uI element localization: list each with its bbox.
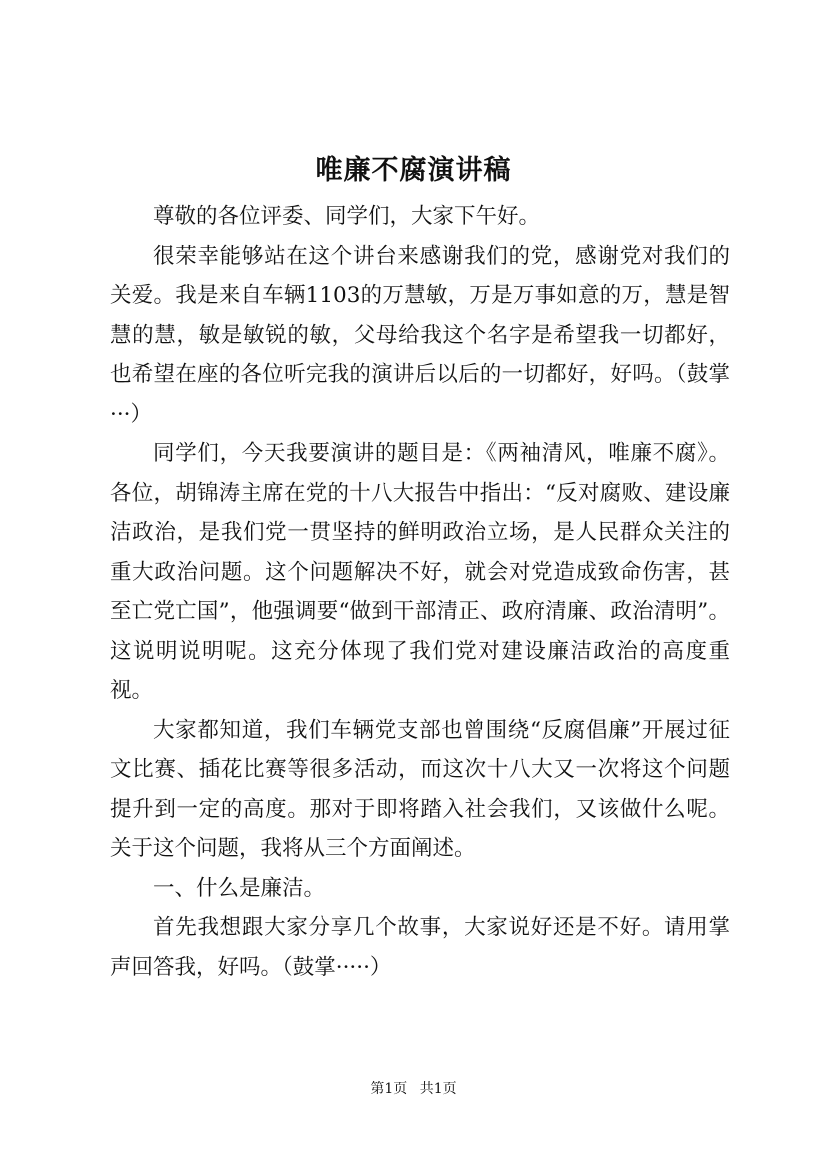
page-total: 共1页 (419, 1081, 457, 1097)
page-footer (0, 1078, 827, 1098)
section-heading-what-is-integrity: 一、什么是廉洁。 (153, 875, 326, 901)
paragraph-introduction: 很荣幸能够站在这个讲台来感谢我们的党，感谢党对我们的关爱。我是来自车辆1103的万慧敏，万是万事如意的万，慧是智慧的慧，敏是敏锐的敏，父母给我这个名字是希望我一切都好，也希望在座的各位听完我的演讲后以后的一切都好，好吗。（鼓掌···） (110, 243, 730, 427)
document-body (110, 197, 730, 987)
paragraph-stories: 首先我想跟大家分享几个故事，大家说好还是不好。请用掌声回答我，好吗。（鼓掌·····） (110, 915, 730, 980)
paragraph-activities: 大家都知道，我们车辆党支部也曾围绕“反腐倡廉”开展过征文比赛、插花比赛等很多活动，而这次十八大又一次将这个问题提升到一定的高度。那对于即将踏入社会我们，又该做什么呢。关于这个问题，我将从三个方面阐述。 (110, 717, 730, 861)
paragraph-topic: 同学们，今天我要演讲的题目是：《两袖清风，唯廉不腐》。各位，胡锦涛主席在党的十八大报告中指出：“反对腐败、建设廉洁政治，是我们党一贯坚持的鲜明政治立场，是人民群众关注的重大政治问题。这个问题解决不好，就会对党造成致命伤害，甚至亡党亡国”，他强调要“做到干部清正、政府清廉、政治清明”。这说明说明呢。这充分体现了我们党对建设廉洁政治的高度重视。 (110, 441, 730, 703)
page-number: 第1页 (370, 1081, 408, 1097)
paragraph-greeting: 尊敬的各位评委、同学们，大家下午好。 (153, 204, 541, 229)
document-title: 唯廉不腐演讲稿 (315, 155, 512, 186)
